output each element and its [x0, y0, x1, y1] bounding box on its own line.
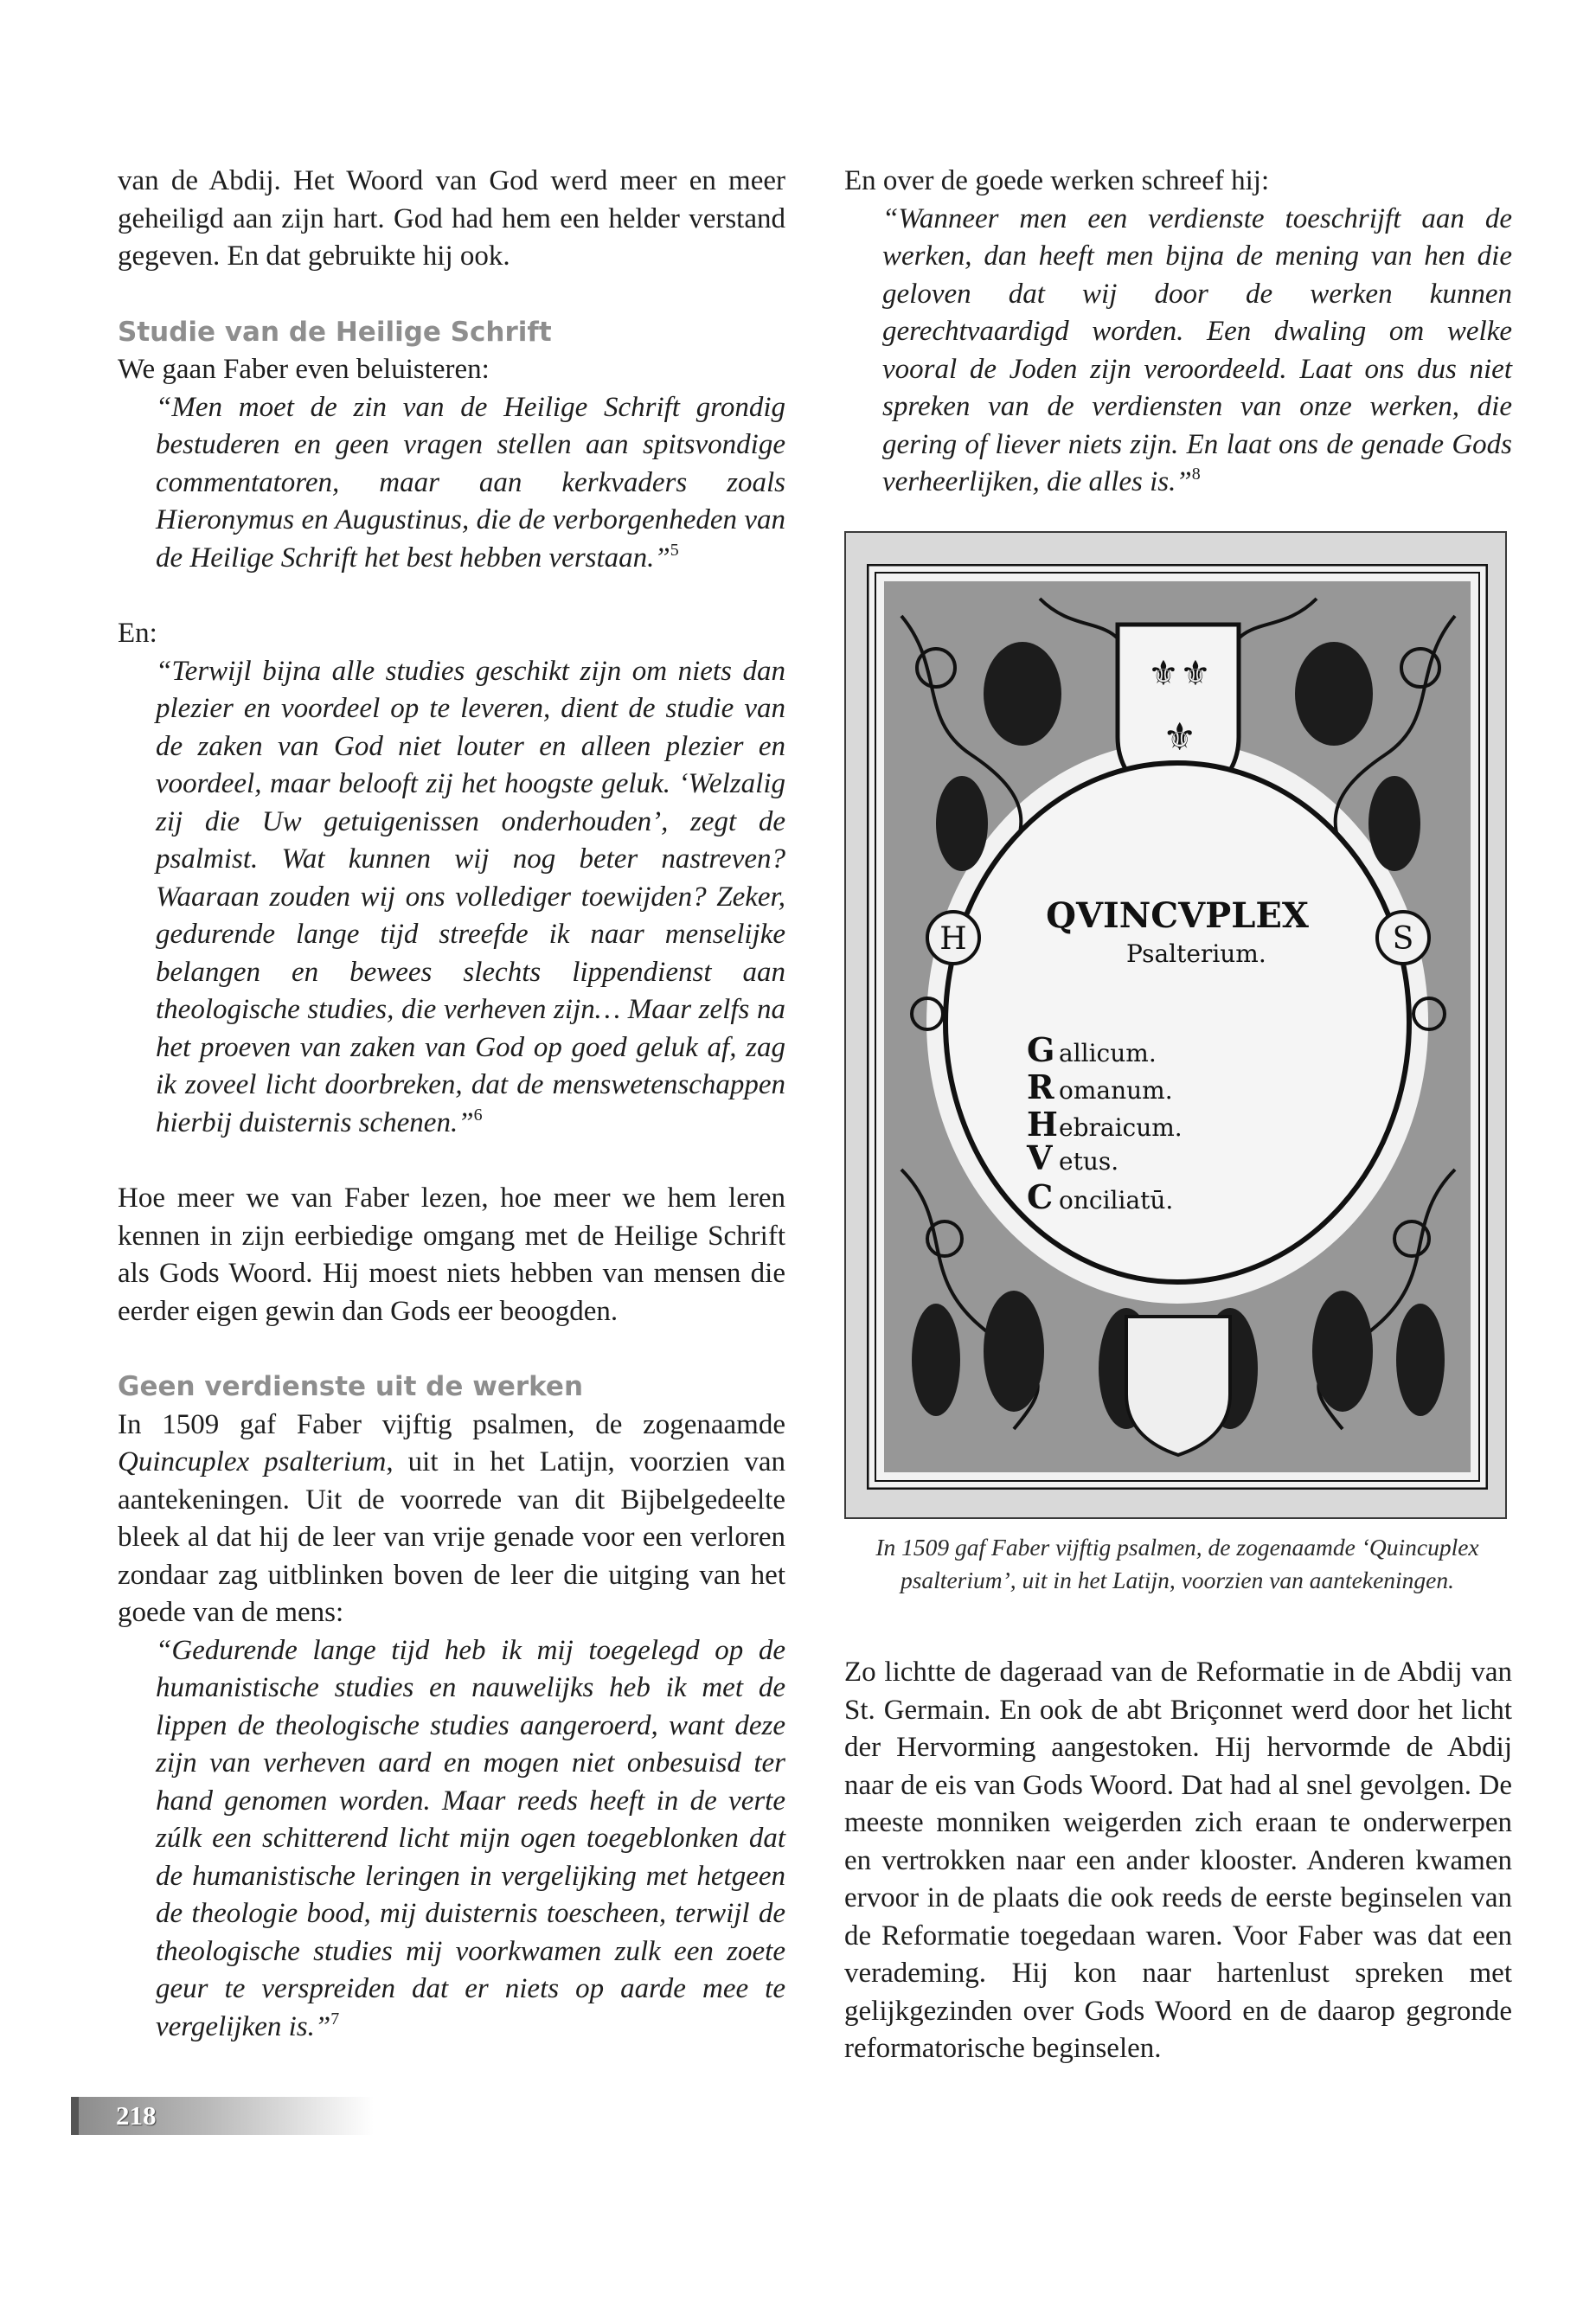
right-column-top — [844, 163, 1512, 502]
body-paragraph: van de Abdij. Het Woord van God werd meer en meer geheiligd aan zijn hart. God had hem een helder verstand gegeven. En dat gebruikte hij ook. — [118, 165, 785, 272]
footnote-ref: 7 — [330, 2009, 340, 2029]
footnote-ref: 8 — [1191, 465, 1201, 484]
body-paragraph: En: — [118, 618, 157, 649]
svg-text:⚜: ⚜ — [1180, 654, 1211, 694]
psalter-initial: C — [1027, 1177, 1054, 1216]
footnote-ref: 5 — [670, 540, 679, 560]
figure-title: QVINCVPLEX — [1046, 895, 1309, 936]
psalter-initial: V — [1027, 1138, 1053, 1177]
psalter-name: ebraicum. — [1059, 1113, 1183, 1142]
psalter-name: allicum. — [1059, 1039, 1157, 1067]
section-heading-verdienste: Geen verdienste uit de werken — [118, 1371, 584, 1402]
block-quote: “Gedurende lange tijd heb ik mij toegelegd op de humanistische studies en nauwelijks heb ik met de lippen de theologische studies aangeroerd, want deze zijn van verheven aard en mogen niet onbesuisd ter hand genomen worden. Maar reeds heeft in de verte zúlk een schitterend licht mijn ogen toegeblonken dat de humanistische leringen in vergelijking met hetgeen de theologie bood, mij duisternis toescheen, terwijl de theologische studies mij voorkwamen zulk een zoete geur te verspreiden dat er niets op aarde mee te vergelijken is.”$^7$ — [156, 1634, 785, 2042]
bottom-shield — [1126, 1317, 1230, 1455]
body-paragraph: Zo lichtte de dageraad van de Reformatie in de Abdij van St. Germain. En ook de abt Briçonnet werd door het licht der Hervorming aangestoken. Hij hervormde de Abdij naar de eis van Gods Woord. Dat had al snel gevolgen. De meeste monniken weigerden zich eraan te onderwerpen en vertrokken naar een ander klooster. Anderen kwamen ervoor in de plaats die ook reeds de eerste beginselen van de Reformatie toegedaan waren. Voor Faber was dat een verademing. Hij kon naar hartenlust spreken met gelijkgezinden over Gods Woord en de daarop gegronde reformatorische beginselen. — [844, 1657, 1512, 2064]
title-oval — [945, 763, 1409, 1282]
right-column-bottom — [844, 1654, 1512, 2068]
woodcut-figure — [844, 531, 1507, 1519]
psalter-name: omanum. — [1059, 1076, 1173, 1105]
figure-subtitle: Psalterium. — [1126, 939, 1266, 968]
medallion-right-letter: S — [1392, 921, 1414, 957]
page-number-bar — [71, 2097, 374, 2135]
section-heading-studie: Studie van de Heilige Schrift — [118, 316, 552, 348]
block-quote: “Men moet de zin van de Heilige Schrift grondig bestuderen en geen vragen stellen aan spitsvondige commentatoren, maar aan kerkvaders zoals Hieronymus en Augustinus, die de verborgenheden van de Heilige Schrift het best hebben verstaan.”$^5$ — [156, 391, 785, 574]
block-quote: “Wanneer men een verdienste toeschrijft aan de werken, dan heeft men bijna de mening van hen die geloven dat wij door de werken kunnen gerechtvaardigd worden. Een dwaling om welke vooral de Joden zijn veroordeeld. Laat ons dus niet spreken van de verdiensten van onze werken, die gering of liever niets zijn. En laat ons de genade Gods verheerlijken, die alles is.”$^8$ — [882, 202, 1512, 497]
body-paragraph: En over de goede werken schreef hij: — [844, 165, 1270, 196]
psalter-name: onciliatū. — [1059, 1186, 1174, 1215]
page-bar-accent — [71, 2097, 79, 2135]
svg-text:⚜: ⚜ — [1148, 654, 1179, 694]
page-number: 218 — [116, 2100, 157, 2131]
book-title: Quincuplex psalterium — [118, 1446, 387, 1477]
body-paragraph: We gaan Faber even beluisteren: — [118, 354, 490, 385]
body-paragraph: In 1509 gaf Faber vijftig psalmen, de zogenaamde Quincuplex psalterium, uit in het Latijn, voorzien van aantekeningen. Uit de voorrede van dit Bijbelgedeelte bleek al dat hij de leer van vrije genade voor een verloren zondaar zag uitblinken boven de leer die uitging van het goede van de mens: — [118, 1408, 786, 1628]
psalter-initial: G — [1027, 1030, 1055, 1069]
block-quote: “Terwijl bijna alle studies geschikt zijn om niets dan plezier en voordeel op te leveren, dient de studie van de zaken van God niet louter en alleen plezier en voordeel, maar belooft zij het hoogste geluk. ‘Welzalig zij die Uw getuigenissen onderhouden’, zegt de psalmist. Wat kunnen wij nog beter nastreven? Waaraan zouden wij ons vollediger toewijden? Zeker, gedurende lange tijd streefde ik naar menselijke belangen en bewees slechts lippendienst aan theologische studies, die verheven zijn… Maar zelfs na het proeven van zaken van God op goed geluk af, zag ik zoveel licht doorbreken, dat de menswetenschappen hierbij duisternis schenen.”$^6$ — [156, 655, 785, 1138]
psalter-initial: H — [1027, 1105, 1058, 1144]
psalter-initial: R — [1027, 1067, 1054, 1106]
woodcut-illustration — [867, 564, 1488, 1490]
body-paragraph: Hoe meer we van Faber lezen, hoe meer we hem leren kennen in zijn eerbiedige omgang met de Heilige Schrift als Gods Woord. Hij moest niets hebben van mensen die eerder eigen gewin dan Gods eer beoogden. — [118, 1183, 785, 1327]
footnote-ref: 6 — [473, 1105, 483, 1125]
psalter-name: etus. — [1059, 1147, 1119, 1176]
figure-caption: In 1509 gaf Faber vijftig psalmen, de zogenaamde ‘Quincuplex psalterium’, uit in het Latijn, voorzien van aantekeningen. — [875, 1534, 1479, 1593]
medallion-left-letter: H — [939, 921, 967, 957]
svg-text:⚜: ⚜ — [1163, 715, 1197, 760]
left-column — [118, 163, 785, 2046]
